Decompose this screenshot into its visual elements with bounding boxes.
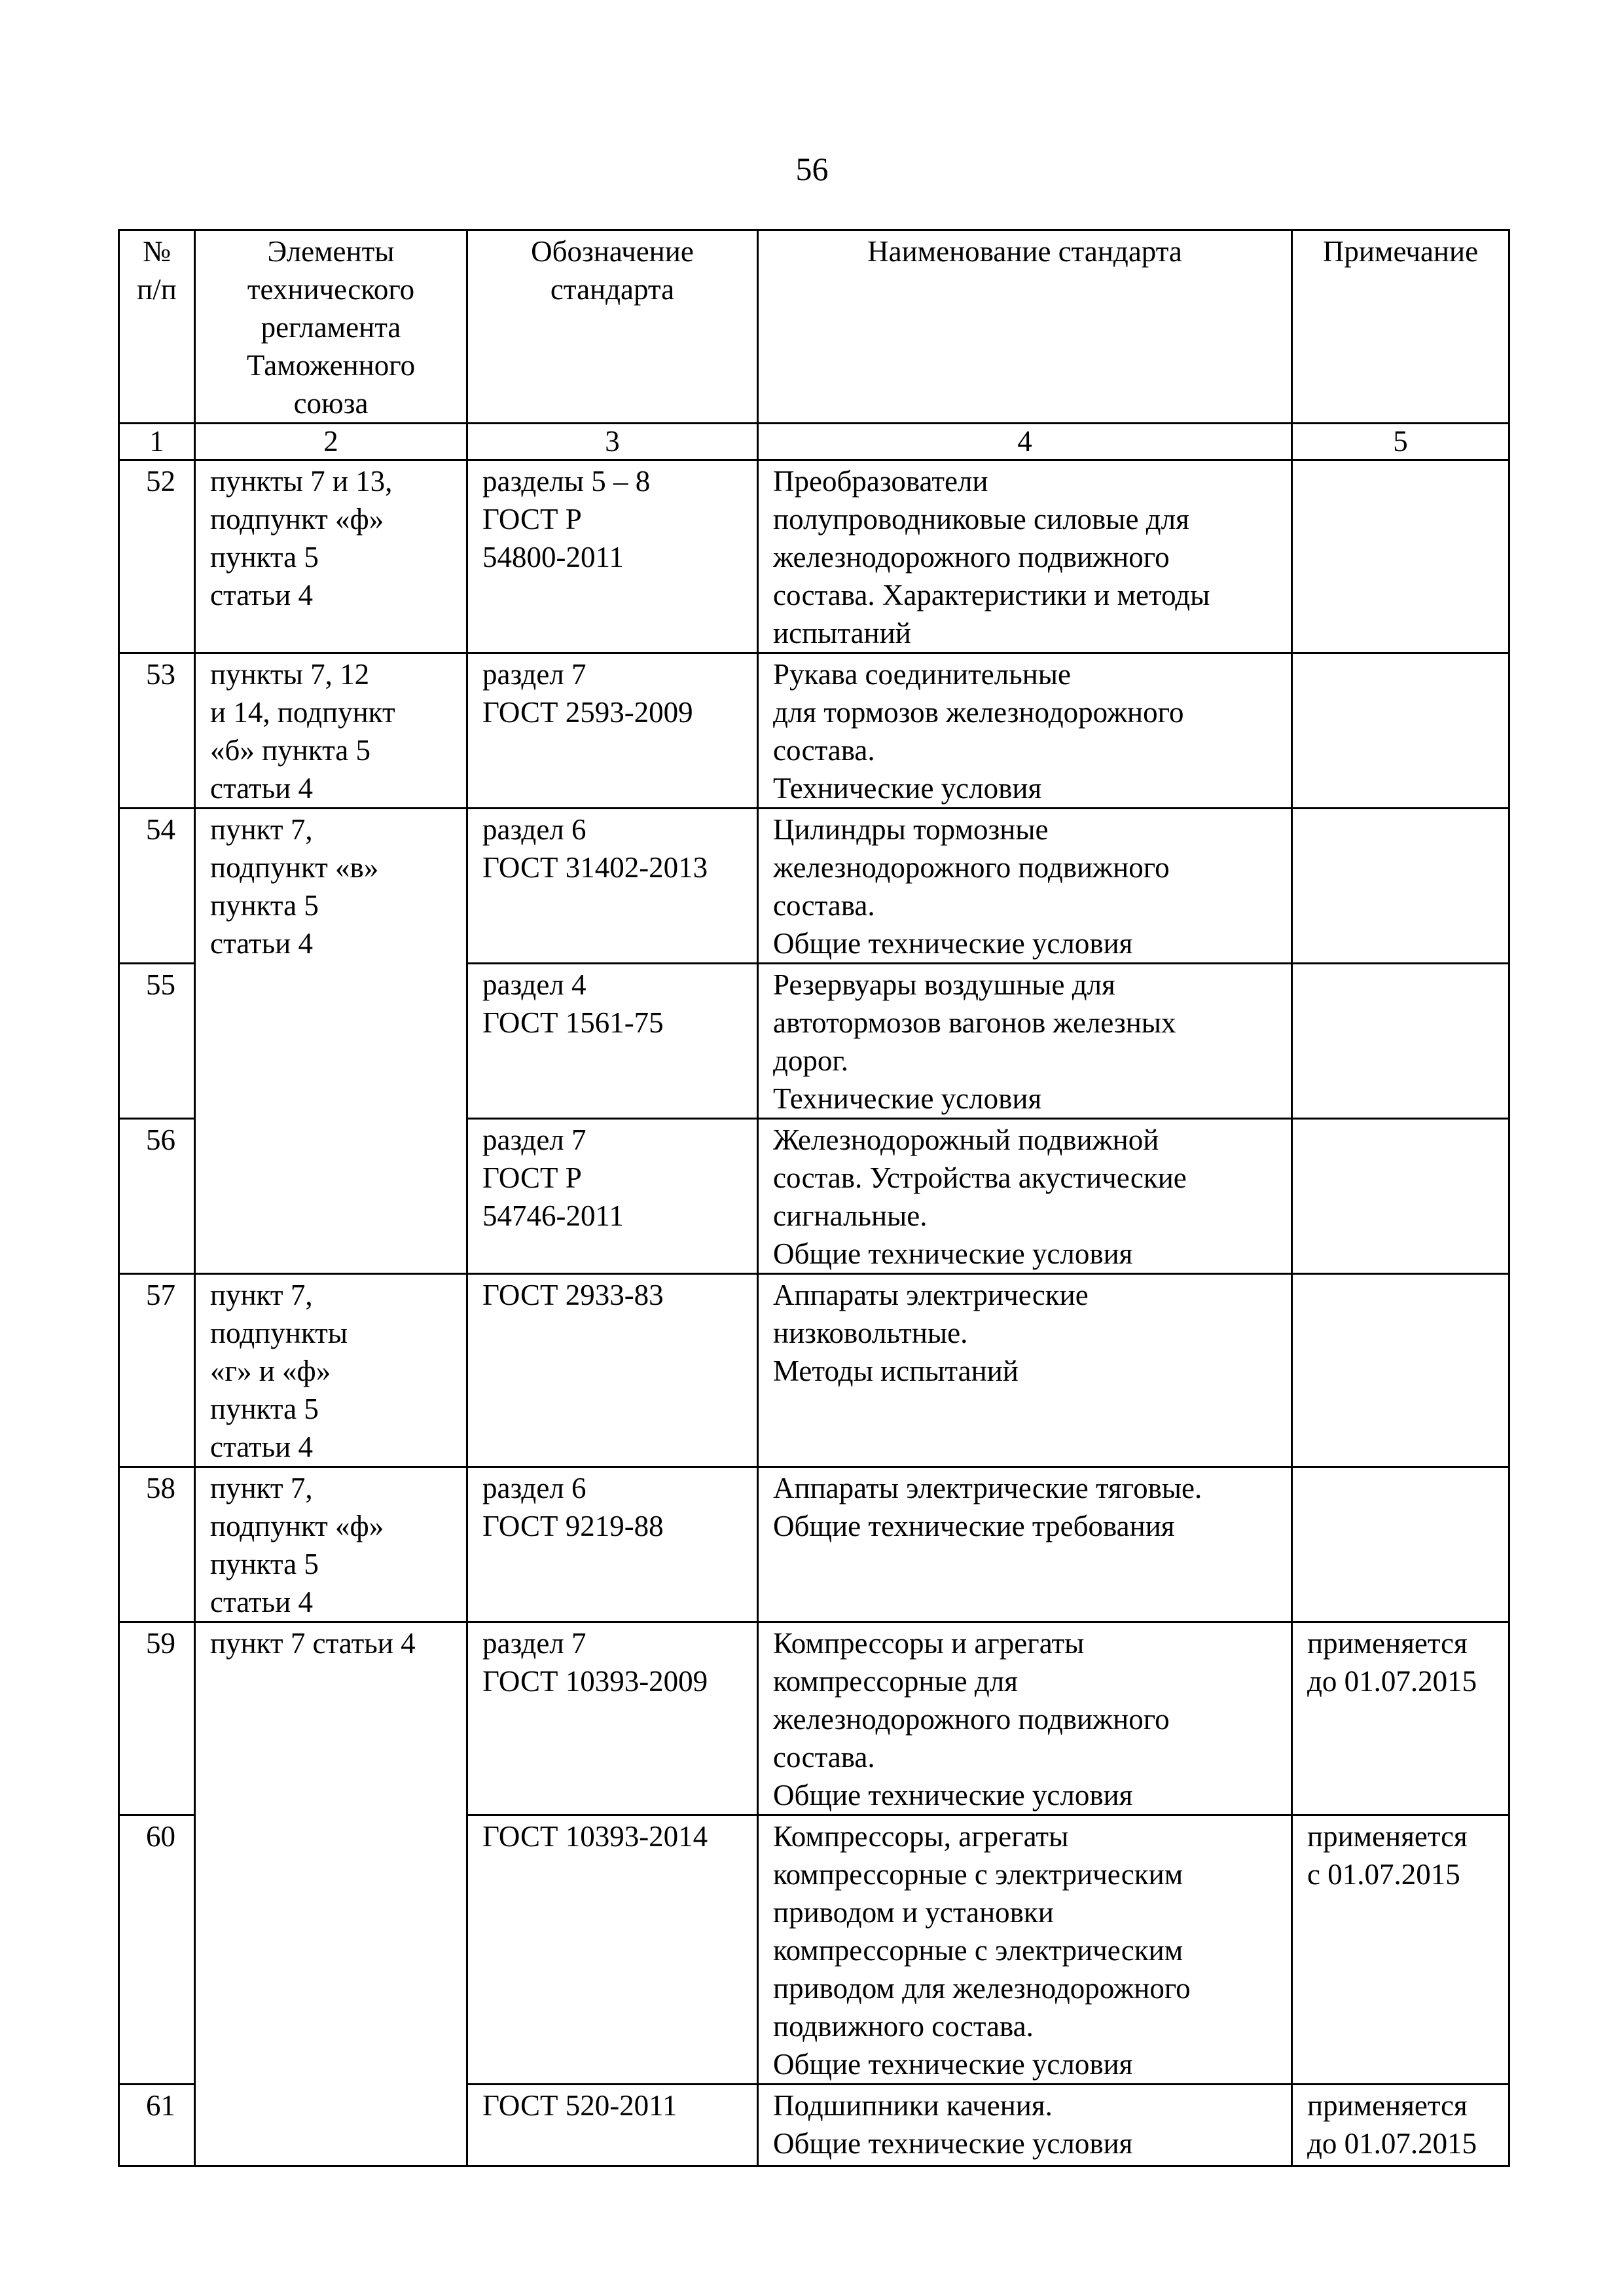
row-note: применяется до 01.07.2015 xyxy=(1292,1622,1509,1815)
row-standard-name: Аппараты электрические низковольтные. Методы испытаний xyxy=(758,1274,1292,1467)
row-element: пункт 7 статьи 4 xyxy=(195,1622,467,2166)
row-standard-name: Компрессоры, агрегаты компрессорные с электрическим приводом и установки компрессорные с электрическим приводом для железнодорожного подвижного состава. Общие технические условия xyxy=(758,1815,1292,2085)
row-element: пункт 7, подпункт «ф» пункта 5 статьи 4 xyxy=(195,1467,467,1622)
row-designation: разделы 5 – 8 ГОСТ Р 54800-2011 xyxy=(467,460,758,653)
row-note: применяется до 01.07.2015 xyxy=(1292,2085,1509,2166)
row-designation: ГОСТ 520-2011 xyxy=(467,2085,758,2166)
row-note xyxy=(1292,1467,1509,1622)
header-standard-name: Наименование стандарта xyxy=(758,230,1292,424)
row-number: 53 xyxy=(119,653,195,809)
table-row xyxy=(119,1274,1509,1467)
row-number: 52 xyxy=(119,460,195,653)
row-standard-name: Железнодорожный подвижной состав. Устройства акустические сигнальные. Общие технические условия xyxy=(758,1119,1292,1274)
row-designation: раздел 7 ГОСТ 10393-2009 xyxy=(467,1622,758,1815)
column-index: 2 xyxy=(195,424,467,460)
row-standard-name: Компрессоры и агрегаты компрессорные для железнодорожного подвижного состава. Общие технические условия xyxy=(758,1622,1292,1815)
row-designation: раздел 4 ГОСТ 1561-75 xyxy=(467,964,758,1119)
row-number: 56 xyxy=(119,1119,195,1274)
row-note xyxy=(1292,809,1509,964)
row-note xyxy=(1292,964,1509,1119)
row-designation: раздел 7 ГОСТ 2593-2009 xyxy=(467,653,758,809)
column-index: 1 xyxy=(119,424,195,460)
row-note xyxy=(1292,1274,1509,1467)
header-designation: Обозначение стандарта xyxy=(467,230,758,424)
row-element: пункт 7, подпункт «в» пункта 5 статьи 4 xyxy=(195,809,467,1274)
header-elements: Элементы технического регламента Таможенного союза xyxy=(195,230,467,424)
row-number: 61 xyxy=(119,2085,195,2166)
row-note xyxy=(1292,1119,1509,1274)
row-designation: ГОСТ 10393-2014 xyxy=(467,1815,758,2085)
row-designation: ГОСТ 2933-83 xyxy=(467,1274,758,1467)
row-number: 58 xyxy=(119,1467,195,1622)
row-element: пункты 7 и 13, подпункт «ф» пункта 5 статьи 4 xyxy=(195,460,467,653)
table-header-row xyxy=(119,230,1509,424)
table-row xyxy=(119,809,1509,964)
row-number: 54 xyxy=(119,809,195,964)
row-element: пункт 7, подпункты «г» и «ф» пункта 5 статьи 4 xyxy=(195,1274,467,1467)
row-element: пункты 7, 12 и 14, подпункт «б» пункта 5 статьи 4 xyxy=(195,653,467,809)
row-designation: раздел 6 ГОСТ 31402-2013 xyxy=(467,809,758,964)
column-index: 5 xyxy=(1292,424,1509,460)
row-designation: раздел 7 ГОСТ Р 54746-2011 xyxy=(467,1119,758,1274)
column-index: 3 xyxy=(467,424,758,460)
row-designation: раздел 6 ГОСТ 9219-88 xyxy=(467,1467,758,1622)
row-note: применяется с 01.07.2015 xyxy=(1292,1815,1509,2085)
row-number: 60 xyxy=(119,1815,195,2085)
row-standard-name: Преобразователи полупроводниковые силовые для железнодорожного подвижного состава. Характеристики и методы испытаний xyxy=(758,460,1292,653)
header-number: № п/п xyxy=(119,230,195,424)
page-number: 56 xyxy=(795,151,829,187)
table-row xyxy=(119,1467,1509,1622)
row-standard-name: Подшипники качения. Общие технические условия xyxy=(758,2085,1292,2166)
header-note: Примечание xyxy=(1292,230,1509,424)
row-note xyxy=(1292,653,1509,809)
row-number: 59 xyxy=(119,1622,195,1815)
column-index: 4 xyxy=(758,424,1292,460)
column-index-row xyxy=(119,424,1509,460)
row-number: 55 xyxy=(119,964,195,1119)
row-standard-name: Цилиндры тормозные железнодорожного подвижного состава. Общие технические условия xyxy=(758,809,1292,964)
row-standard-name: Резервуары воздушные для автотормозов вагонов железных дорог. Технические условия xyxy=(758,964,1292,1119)
row-standard-name: Аппараты электрические тяговые. Общие технические требования xyxy=(758,1467,1292,1622)
table-row xyxy=(119,1622,1509,1815)
standards-table xyxy=(118,229,1510,2167)
row-standard-name: Рукава соединительные для тормозов железнодорожного состава. Технические условия xyxy=(758,653,1292,809)
row-note xyxy=(1292,460,1509,653)
row-number: 57 xyxy=(119,1274,195,1467)
table-row xyxy=(119,460,1509,653)
table-row xyxy=(119,653,1509,809)
